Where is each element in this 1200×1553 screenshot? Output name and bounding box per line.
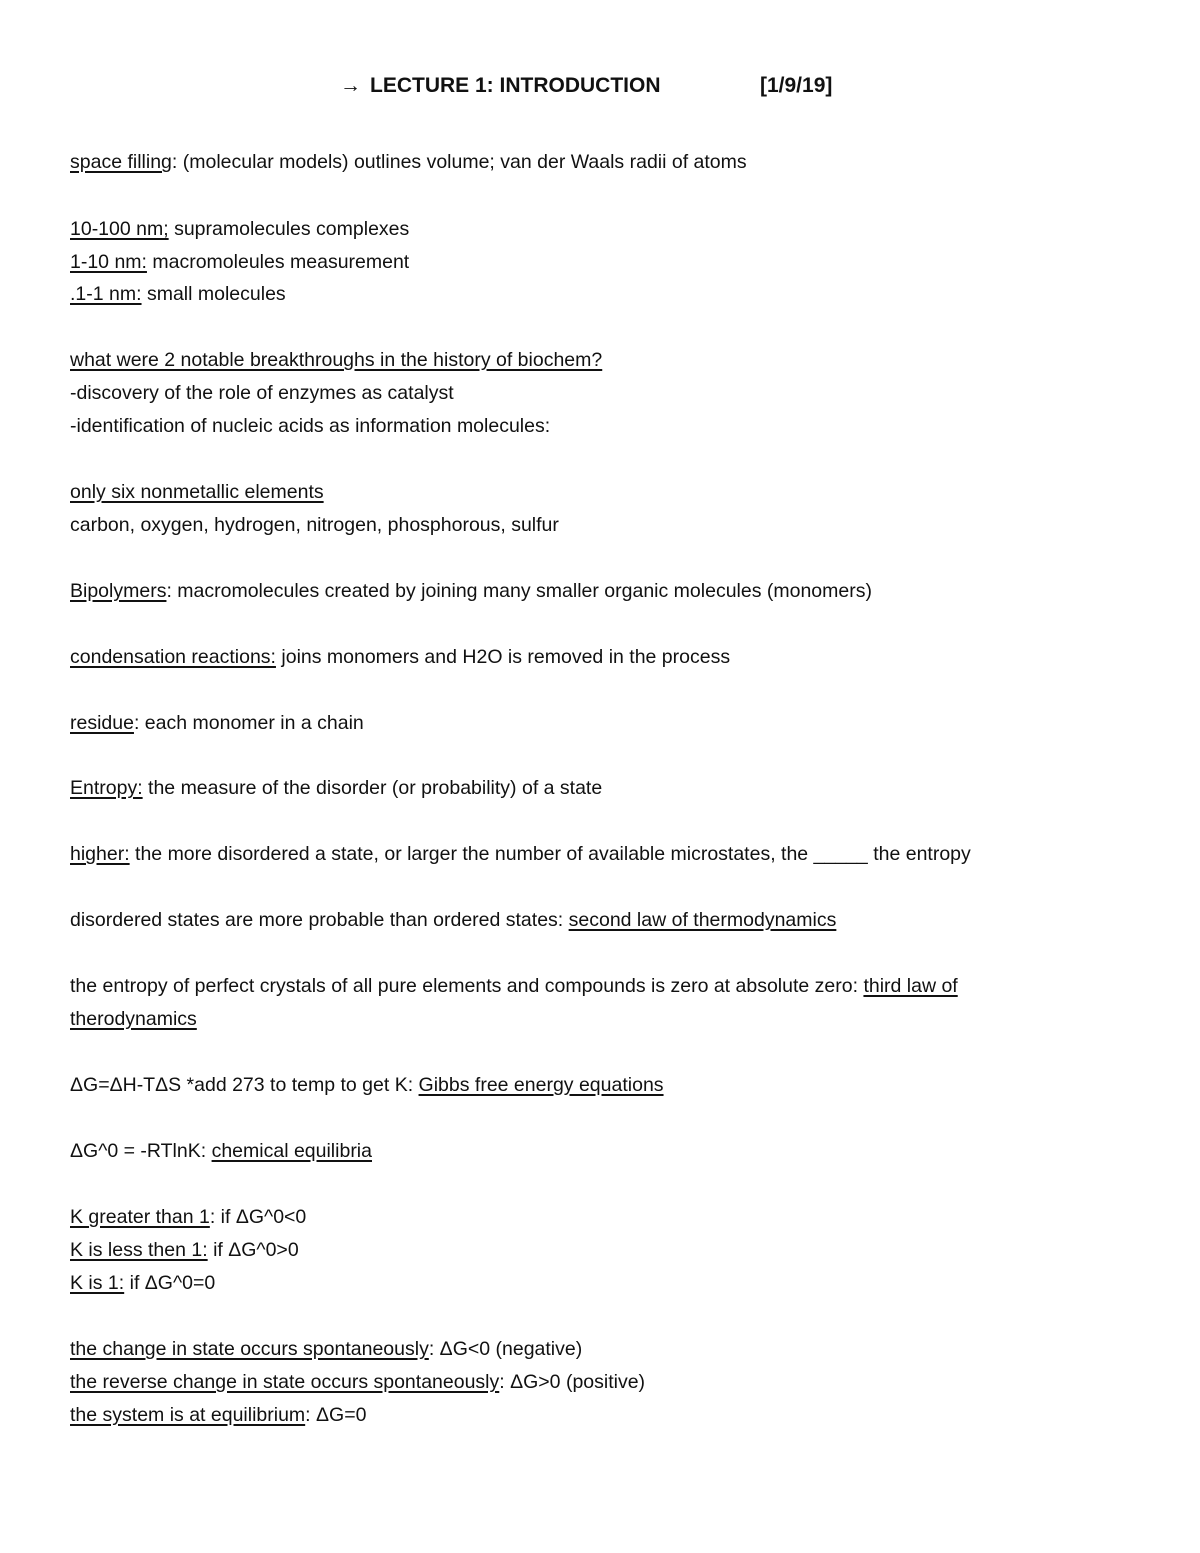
page-title	[340, 74, 900, 104]
arrow-icon: →	[340, 74, 361, 97]
note-term: 1-10 nm:	[70, 251, 147, 273]
note-term: .1-1 nm:	[70, 283, 142, 305]
note-line	[70, 249, 1120, 275]
note-text: -identification of nucleic acids as information molecules:	[70, 415, 551, 437]
note-separator: :	[166, 580, 172, 602]
note-line	[70, 149, 1120, 175]
note-term: residue	[70, 712, 134, 734]
note-line	[70, 347, 1120, 373]
note-text: supramolecules complexes	[168, 218, 410, 240]
note-separator: :	[171, 151, 178, 173]
note-line	[70, 775, 1120, 801]
note-term: therodynamics	[70, 1008, 197, 1030]
note-text: if ΔG^0<0	[215, 1206, 307, 1228]
note-line	[70, 479, 1120, 505]
note-text: the measure of the disorder (or probability) of a state	[142, 777, 603, 799]
note-line	[70, 380, 1120, 406]
note-term: only six nonmetallic elements	[70, 481, 324, 503]
note-text: ΔG<0 (negative)	[434, 1338, 583, 1360]
note-line	[70, 413, 1120, 439]
note-text: (molecular models) outlines volume; van der Waals radii of atoms	[177, 151, 747, 173]
note-text: if ΔG^0=0	[124, 1272, 216, 1294]
note-line	[70, 644, 1120, 670]
note-text: ΔG^0 = -RTlnK:	[70, 1140, 212, 1162]
note-line	[70, 1204, 1120, 1230]
note-line	[70, 1402, 1120, 1428]
note-term: condensation reactions:	[70, 646, 276, 668]
note-line	[70, 1072, 1120, 1098]
note-text: disordered states are more probable than ordered states:	[70, 909, 569, 931]
note-term-trailing: chemical equilibria	[211, 1140, 372, 1162]
note-term: what were 2 notable breakthroughs in the history of biochem?	[70, 349, 603, 371]
note-line	[70, 710, 1120, 736]
note-line	[70, 578, 1120, 604]
note-text: ΔG=ΔH-TΔS *add 273 to temp to get K:	[70, 1074, 419, 1096]
title-date: [1/9/19]	[760, 74, 833, 97]
note-line	[70, 1138, 1120, 1164]
note-term: Bipolymers	[70, 580, 167, 602]
note-text: the entropy of perfect crystals of all pure elements and compounds is zero at absolute zero:	[70, 975, 864, 997]
note-separator: :	[305, 1404, 311, 1426]
note-term: the reverse change in state occurs spontaneously	[70, 1371, 500, 1393]
note-line	[70, 1270, 1120, 1296]
note-term-trailing: second law of thermodynamics	[568, 909, 837, 931]
note-line	[70, 1369, 1120, 1395]
title-text: LECTURE 1: INTRODUCTION	[370, 74, 661, 97]
note-line	[70, 1237, 1120, 1263]
note-text: if ΔG^0>0	[207, 1239, 299, 1261]
note-line	[70, 512, 1120, 538]
note-text: joins monomers and H2O is removed in the process	[275, 646, 731, 668]
note-line	[70, 973, 1120, 999]
note-separator: :	[209, 1206, 216, 1228]
note-text: macromoleules measurement	[146, 251, 410, 273]
note-line	[70, 1006, 1120, 1032]
note-line	[70, 281, 1120, 307]
note-term: Entropy:	[70, 777, 143, 799]
note-text: the more disordered a state, or larger the number of available microstates, the _____ the entropy	[129, 843, 971, 865]
note-term-trailing: third law of	[863, 975, 958, 997]
note-term: K is less then 1:	[70, 1239, 208, 1261]
note-term: K is 1:	[70, 1272, 125, 1294]
note-term: K greater than 1	[70, 1206, 210, 1228]
note-term: the system is at equilibrium	[70, 1404, 306, 1426]
note-term: space filling	[70, 151, 172, 173]
note-term-trailing: Gibbs free energy equations	[418, 1074, 664, 1096]
note-text: ΔG>0 (positive)	[504, 1371, 646, 1393]
note-text: small molecules	[141, 283, 286, 305]
note-text: -discovery of the role of enzymes as catalyst	[70, 382, 454, 404]
note-term: 10-100 nm;	[70, 218, 169, 240]
note-separator: :	[499, 1371, 505, 1393]
note-term: higher:	[70, 843, 130, 865]
note-text: ΔG=0	[310, 1404, 367, 1426]
note-text: macromolecules created by joining many smaller organic molecules (monomers)	[171, 580, 872, 602]
note-term: the change in state occurs spontaneously	[70, 1338, 429, 1360]
note-line	[70, 1336, 1120, 1362]
note-line	[70, 841, 1120, 867]
note-text: carbon, oxygen, hydrogen, nitrogen, phosphorous, sulfur	[70, 514, 559, 536]
note-separator: :	[133, 712, 140, 734]
note-line	[70, 907, 1120, 933]
note-text: each monomer in a chain	[139, 712, 364, 734]
note-line	[70, 216, 1120, 242]
note-separator: :	[428, 1338, 435, 1360]
